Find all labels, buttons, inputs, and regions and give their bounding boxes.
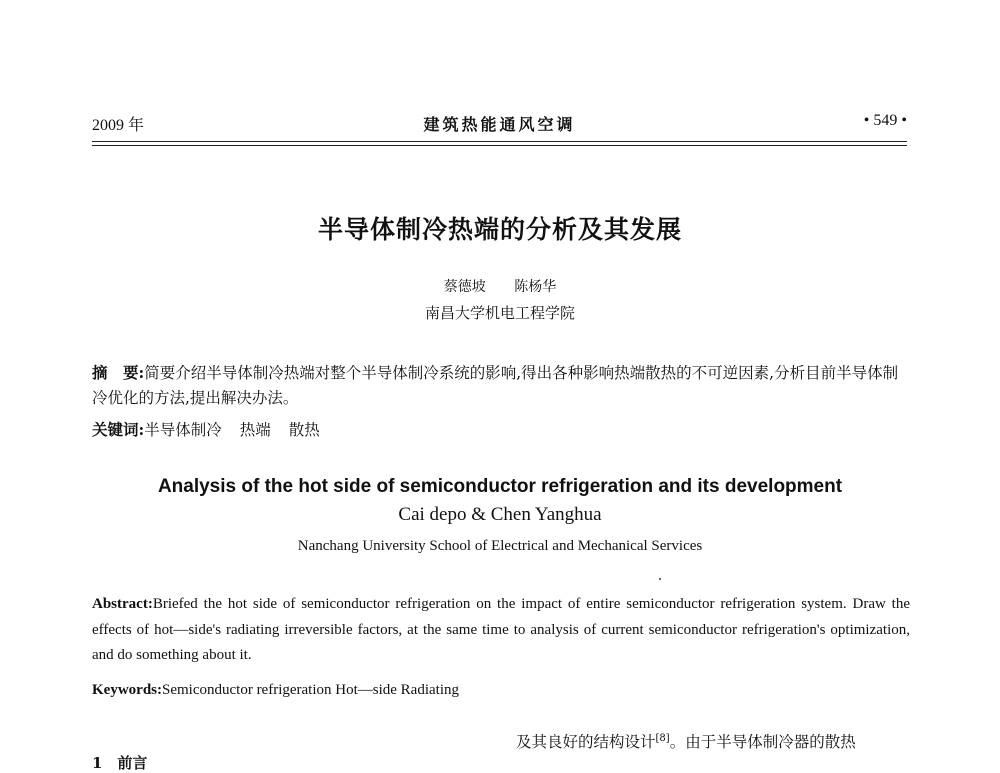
author-cn-1: 蔡德坡: [443, 279, 486, 295]
keyword-cn-3: 散热: [288, 421, 320, 439]
section-heading-cut: 1 前言: [92, 754, 148, 772]
stray-mark: [659, 578, 661, 580]
header-rule-thin: [92, 145, 907, 146]
running-header: [92, 112, 907, 136]
header-rule-thick: [92, 141, 907, 142]
abstract-cn-label: 摘 要:: [92, 363, 145, 382]
keyword-cn-1: 半导体制冷: [144, 421, 222, 439]
keywords-en-label: Keywords:: [92, 682, 162, 698]
header-page-number: • 549 •: [863, 112, 907, 129]
keywords-cn-label: 关键词:: [92, 420, 145, 439]
header-journal-name: 建筑热能通风空调: [423, 115, 576, 134]
body-text-before-ref: 及其良好的结构设计: [516, 733, 656, 751]
abstract-en-label: Abstract:: [92, 596, 153, 612]
abstract-english: [92, 592, 910, 669]
title-chinese: 半导体制冷热端的分析及其发展: [317, 215, 682, 244]
title-english: Analysis of the hot side of semiconductor refrigeration and its development: [157, 476, 843, 497]
body-text-fragment: [516, 730, 856, 752]
keywords-chinese: [92, 418, 910, 442]
body-text-after-ref: 。由于半导体制冷器的散热: [669, 733, 856, 751]
header-year: 2009 年: [92, 117, 145, 134]
authors-english: Cai depo & Chen Yanghua: [398, 504, 602, 525]
abstract-chinese: [92, 360, 910, 411]
citation-ref: [8]: [655, 733, 670, 744]
keyword-cn-2: 热端: [239, 421, 271, 439]
keywords-english: [92, 678, 910, 702]
authors-chinese: [0, 276, 1000, 296]
keywords-en-text: Semiconductor refrigeration Hot—side Radiating: [162, 682, 460, 698]
abstract-cn-text: 简要介绍半导体制冷热端对整个半导体制冷系统的影响,得出各种影响热端散热的不可逆因素,分析目前半导体制冷优化的方法,提出解决办法。: [92, 364, 899, 407]
affiliation-english: Nanchang University School of Electrical and Mechanical Services: [297, 538, 703, 554]
author-cn-2: 陈杨华: [514, 279, 557, 295]
affiliation-chinese: 南昌大学机电工程学院: [424, 304, 575, 322]
abstract-en-text: Briefed the hot side of semiconductor refrigeration on the impact of entire semiconductor refrigeration system. Draw the effects of hot—side's radiating irreversible factors, at the same time to analysis of current semiconductor refrigeration's optimization, and do something about it.: [92, 596, 910, 663]
